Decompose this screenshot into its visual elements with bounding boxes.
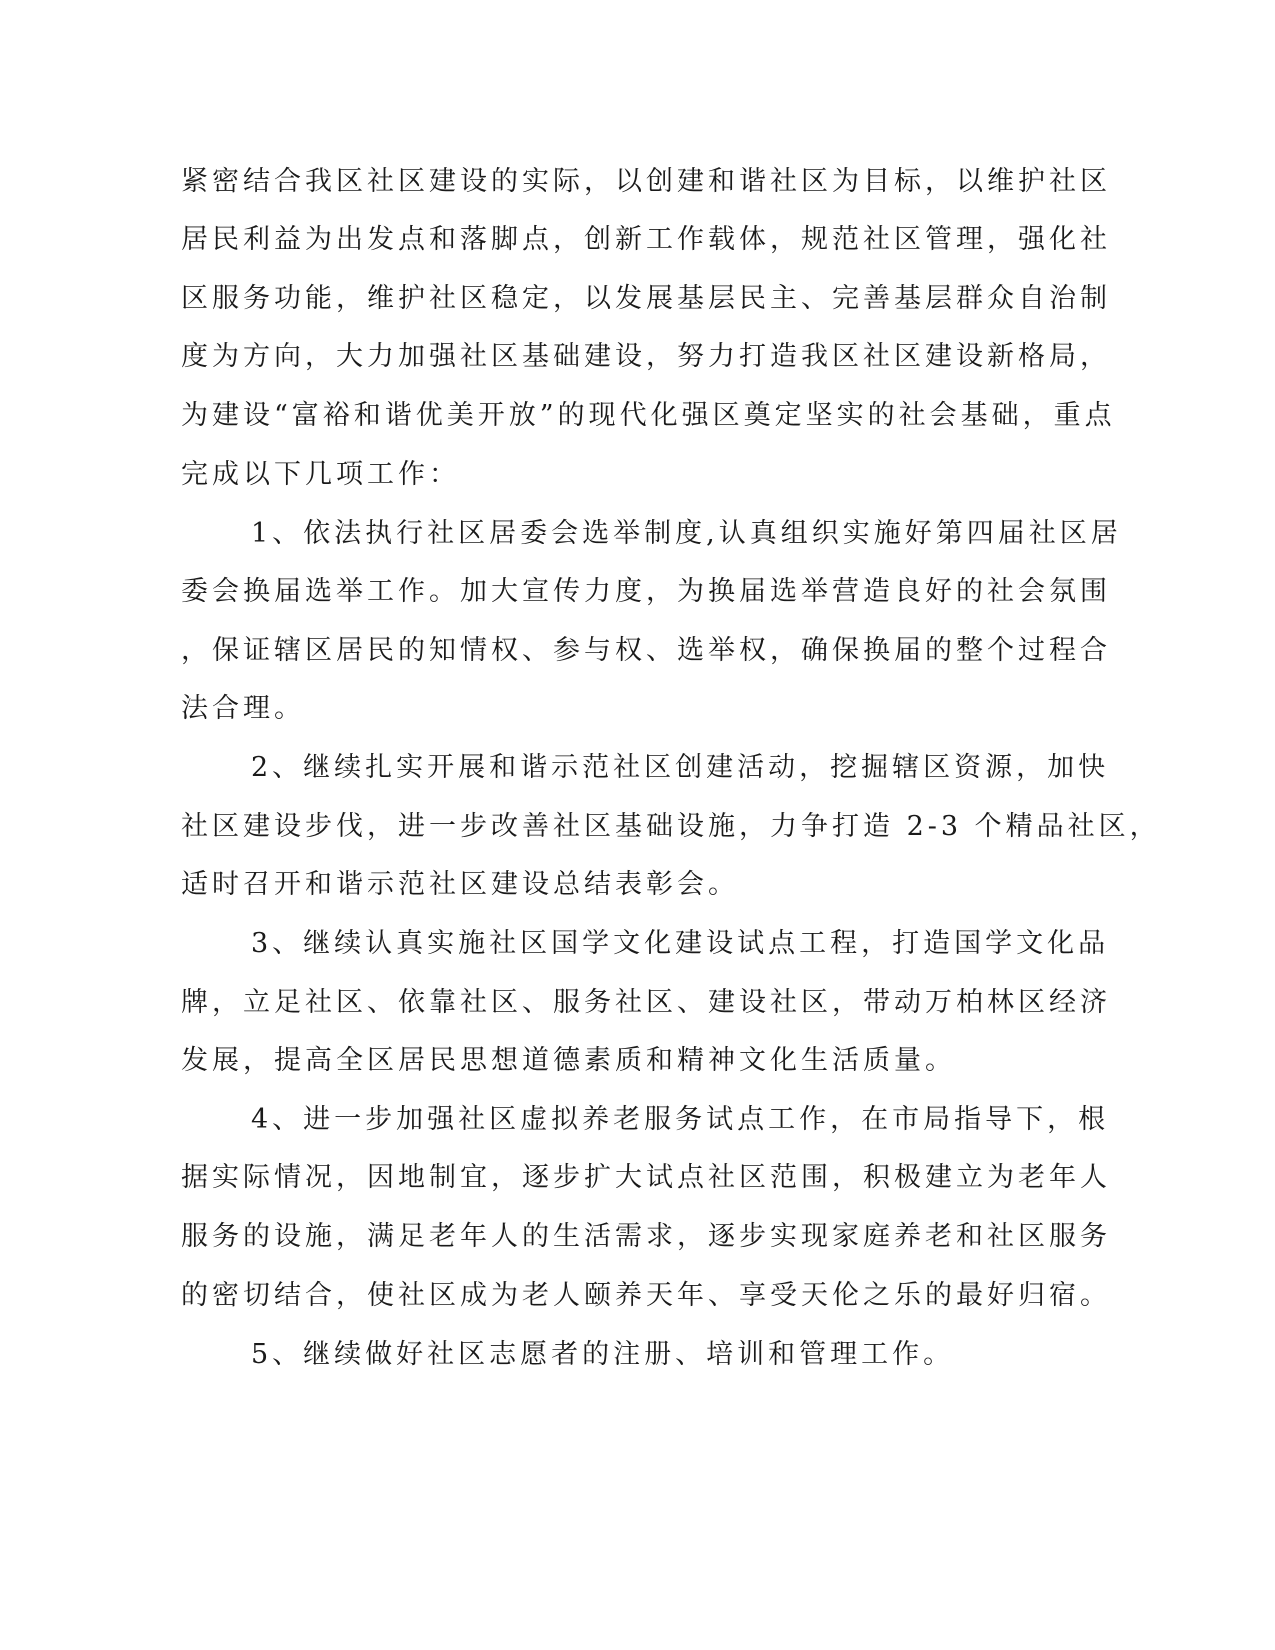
- text-line: 紧密结合我区社区建设的实际，以创建和谐社区为目标，以维护社区: [181, 166, 1111, 197]
- text-line: 发展，提高全区居民思想道德素质和精神文化生活质量。: [181, 1045, 956, 1076]
- text-line: 3、继续认真实施社区国学文化建设试点工程，打造国学文化品: [251, 928, 1110, 959]
- text-line: 委会换届选举工作。加大宣传力度，为换届选举营造良好的社会氛围: [181, 576, 1111, 607]
- text-line: 完成以下几项工作：: [181, 459, 460, 490]
- text-line: 法合理。: [181, 693, 305, 724]
- text-line: 度为方向，大力加强社区基础建设，努力打造我区社区建设新格局，: [181, 341, 1111, 372]
- text-line: 居民利益为出发点和落脚点，创新工作载体，规范社区管理，强化社: [181, 224, 1111, 255]
- text-line: 为建设“富裕和谐优美开放”的现代化强区奠定坚实的社会基础，重点: [181, 400, 1116, 431]
- text-line: 4、进一步加强社区虚拟养老服务试点工作，在市局指导下，根: [251, 1104, 1110, 1135]
- text-line: 牌，立足社区、依靠社区、服务社区、建设社区，带动万柏林区经济: [181, 987, 1111, 1018]
- text-line: 的密切结合，使社区成为老人颐养天年、享受天伦之乐的最好归宿。: [181, 1280, 1111, 1311]
- text-line: 社区建设步伐，进一步改善社区基础设施，力争打造 2-3 个精品社区，: [181, 811, 1161, 842]
- text-line: 服务的设施，满足老年人的生活需求，逐步实现家庭养老和社区服务: [181, 1221, 1111, 1252]
- text-line: 区服务功能，维护社区稳定，以发展基层民主、完善基层群众自治制: [181, 283, 1111, 314]
- text-line: ，保证辖区居民的知情权、参与权、选举权，确保换届的整个过程合: [181, 635, 1111, 666]
- text-line: 2、继续扎实开展和谐示范社区创建活动，挖掘辖区资源，加快: [251, 752, 1110, 783]
- text-line: 1、依法执行社区居委会选举制度,认真组织实施好第四届社区居: [251, 518, 1122, 549]
- text-line: 5、继续做好社区志愿者的注册、培训和管理工作。: [251, 1339, 955, 1370]
- text-line: 适时召开和谐示范社区建设总结表彰会。: [181, 869, 739, 900]
- text-line: 据实际情况，因地制宜，逐步扩大试点社区范围，积极建立为老年人: [181, 1162, 1111, 1193]
